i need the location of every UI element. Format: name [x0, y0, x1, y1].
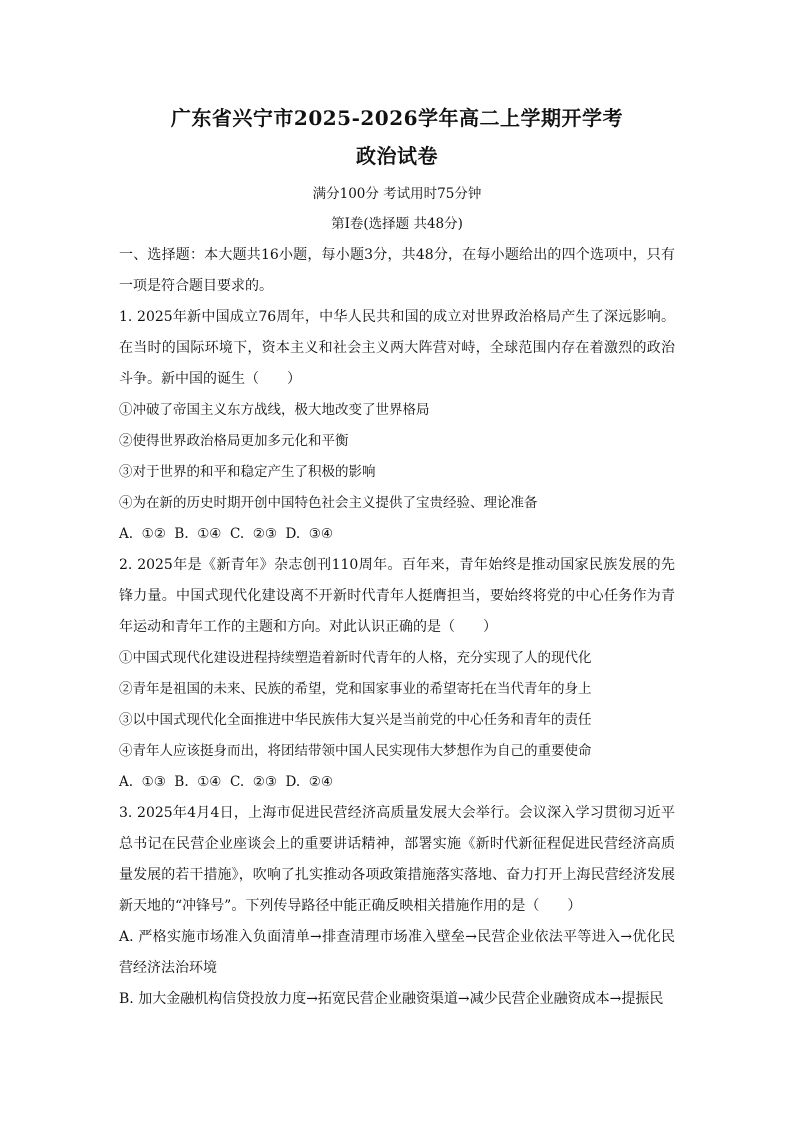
- exam-title: 广东省兴宁市2025-2026学年高二上学期开学考: [170, 106, 624, 130]
- answer-option-a: A. 严格实施市场准入负面清单→排查清理市场准入壁垒→民营企业依法平等进入→优化民营经济法治环境: [119, 929, 675, 976]
- question-stem: 2. 2025年是《新青年》杂志创刊110周年。百年来，青年始终是推动国家民族发展的先锋力量。中国式现代化建设离不开新时代青年人挺膺担当，要始终将党的中心任务作为青年运动和青年工作的主题和方向。对此认识正确的是（ ）: [119, 557, 675, 635]
- section-intro: 一、选择题：本大题共16小题，每小题3分，共48分，在每小题给出的四个选项中，只有一项是符合题目要求的。: [119, 247, 675, 294]
- question-1: [119, 302, 675, 550]
- statement-item: ②青年是祖国的未来、民族的希望，党和国家事业的希望寄托在当代青年的身上: [119, 681, 592, 697]
- exam-info: 满分100分 考试用时75分钟: [312, 186, 482, 202]
- statement-item: ①中国式现代化建设进程持续塑造着新时代青年的人格，充分实现了人的现代化: [119, 650, 592, 666]
- statement-item: ①冲破了帝国主义东方战线，极大地改变了世界格局: [119, 402, 430, 418]
- answer-choices: A. ①③ B. ①④ C. ②③ D. ②④: [119, 774, 333, 790]
- question-3: [119, 798, 675, 1015]
- question-2: [119, 550, 675, 798]
- question-stem: 3. 2025年4月4日，上海市促进民营经济高质量发展大会举行。会议深入学习贯彻习近平总书记在民营企业座谈会上的重要讲话精神，部署实施《新时代新征程促进民营经济高质量发展的若干措施》，吹响了扎实推动各项政策措施落实落地、奋力打开上海民营经济发展新天地的“冲锋号”。下列传导路径中能正确反映相关措施作用的是（ ）: [119, 805, 675, 914]
- answer-option-b: B. 加大金融机构信贷投放力度→拓宽民营企业融资渠道→减少民营企业融资成本→提振民: [119, 991, 664, 1007]
- statement-item: ③以中国式现代化全面推进中华民族伟大复兴是当前党的中心任务和青年的责任: [119, 712, 592, 728]
- statement-item: ④为在新的历史时期开创中国特色社会主义提供了宝贵经验、理论准备: [119, 495, 538, 511]
- question-stem: 1. 2025年新中国成立76周年，中华人民共和国的成立对世界政治格局产生了深远影响。在当时的国际环境下，资本主义和社会主义两大阵营对峙，全球范围内存在着激烈的政治斗争。新中国的诞生（ ）: [119, 309, 675, 387]
- exam-subtitle: 政治试卷: [356, 144, 438, 168]
- statement-item: ④青年人应该挺身而出，将团结带领中国人民实现伟大梦想作为自己的重要使命: [119, 743, 592, 759]
- statement-item: ②使得世界政治格局更加多元化和平衡: [119, 433, 349, 449]
- statement-item: ③对于世界的和平和稳定产生了积极的影响: [119, 464, 376, 480]
- exam-page: [119, 100, 675, 1015]
- answer-choices: A. ①② B. ①④ C. ②③ D. ③④: [119, 526, 333, 542]
- volume-info: 第Ⅰ卷(选择题 共48分): [331, 216, 463, 232]
